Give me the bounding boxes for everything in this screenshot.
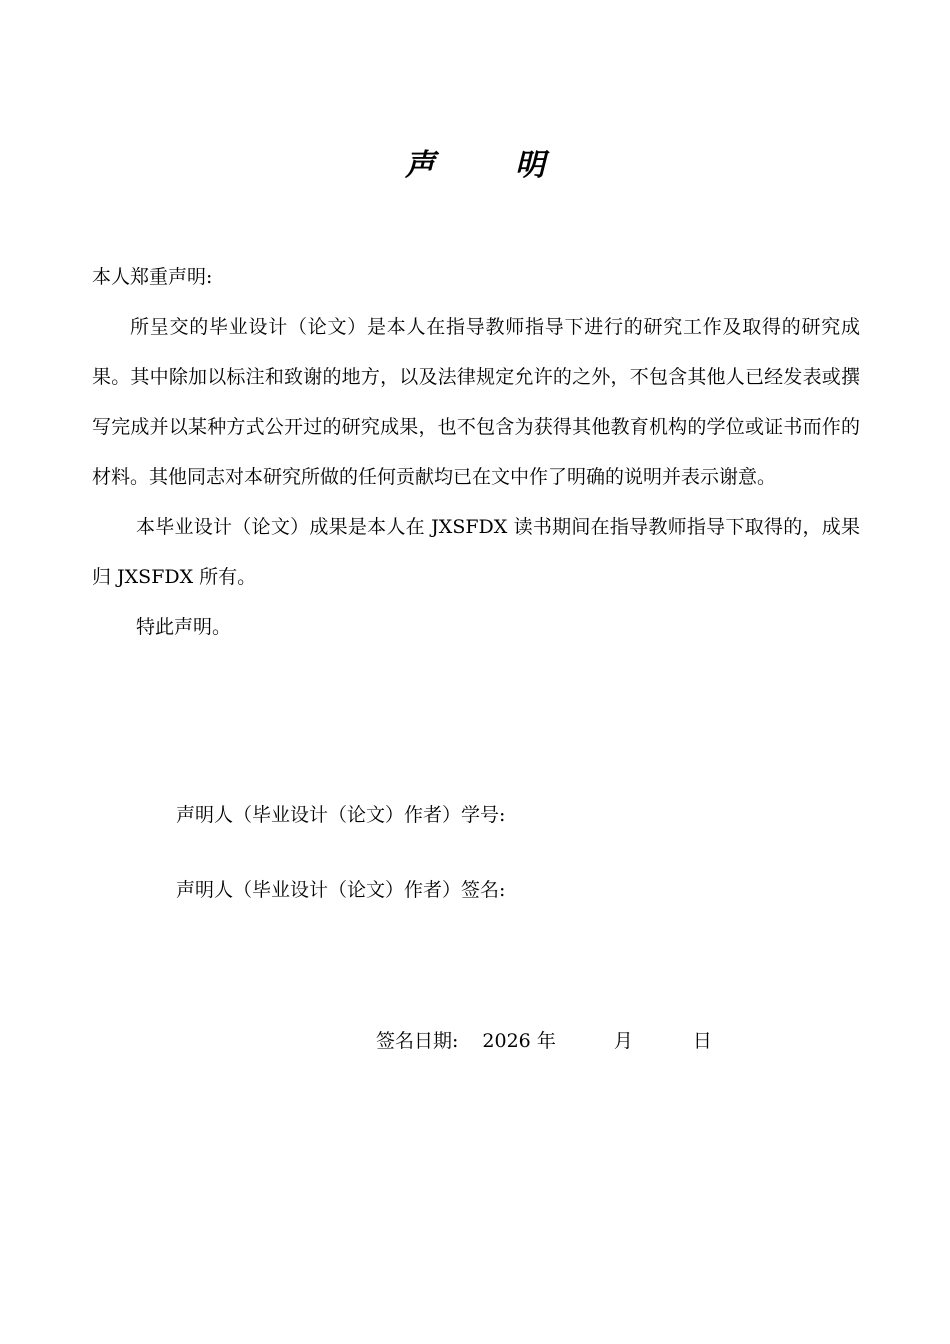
paragraph-originality: 所呈交的毕业设计（论文）是本人在指导教师指导下进行的研究工作及取得的研究成果。其中除加以标注和致谢的地方，以及法律规定允许的之外，不包含其他人已经发表或撰写完成并以某种方式公开过的研究成果，也不包含为获得其他教育机构的学位或证书而作的材料。其他同志对本研究所做的任何贡献均已在文中作了明确的说明并表示谢意。 [92,316,860,488]
paragraph-ownership: 本毕业设计（论文）成果是本人在 JXSFDX 读书期间在指导教师指导下取得的，成果归 JXSFDX 所有。 [92,516,860,588]
closing-line: 特此声明。 [136,616,232,638]
title-char-2: 明 [515,148,545,183]
signature-field-label: 声明人（毕业设计（论文）作者）签名: [176,879,506,901]
signature-date [376,1026,712,1053]
student-id-field-label: 声明人（毕业设计（论文）作者）学号: [176,804,506,826]
date-year-unit: 年 [536,1030,556,1052]
date-year: 2026 [482,1030,531,1052]
date-month-unit: 月 [613,1030,633,1052]
page-title [0,140,950,184]
opening-line: 本人郑重声明: [92,266,213,288]
title-char-1: 声 [405,148,435,183]
declaration-body [92,252,860,652]
date-day-unit: 日 [692,1030,712,1052]
date-label: 签名日期: [376,1030,459,1052]
